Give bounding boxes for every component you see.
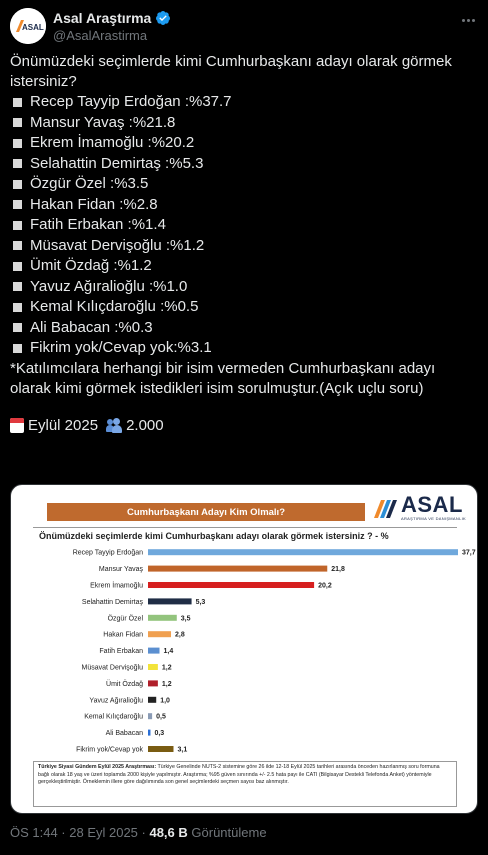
square-bullet-icon	[13, 282, 22, 291]
bar	[148, 697, 156, 703]
list-item-text: Recep Tayyip Erdoğan :%37.7	[30, 93, 232, 111]
square-bullet-icon	[13, 159, 22, 168]
bar-value-label: 1,4	[163, 648, 174, 656]
list-item	[10, 92, 480, 113]
bar-category-label: Özgür Özel	[107, 615, 143, 623]
bar-value-label: 1,2	[161, 680, 172, 688]
asal-logo	[371, 490, 466, 524]
list-item-text: Ümit Özdağ :%1.2	[30, 257, 152, 275]
bar-category-label: Recep Tayyip Erdoğan	[72, 549, 143, 557]
tweet-note: *Katılımcılara herhangi bir isim vermeden Cumhurbaşkanı adayı olarak kimi görmek istedikleri isim sorulmuştur.(Açık uçlu soru)	[10, 359, 436, 397]
bar-category-label: Yavuz Ağıralioğlu	[89, 697, 143, 705]
card-divider	[33, 527, 457, 528]
list-item-text: Ali Babacan :%0.3	[30, 318, 153, 336]
bar-value-label: 1,0	[160, 697, 170, 705]
display-name[interactable]: Asal Araştırma	[53, 10, 152, 26]
bar	[148, 549, 458, 555]
footnote-body: Türkiye Genelinde NUTS-2 sistemine göre 26 ilde 12-18 Eylül 2025 tarihleri arasında önceden hazırlanmış soru formuna bağlı olarak 18 yaş ve üzeri toplamda 2000 kişiyle yapılmıştır. Araştırma; %95 güven sınırında +/- 2.5 hata payı ile CATI (Bilgisayar Destekli Telefonda Anket) yöntemiyle gerçekleştirilmiştir. Örneklemin illere göre dağılımında son genel seçimlerdeki seçmen sayısı baz alınmıştır.	[38, 764, 440, 786]
list-item	[10, 277, 480, 298]
list-item	[10, 318, 480, 339]
list-item-text: Hakan Fidan :%2.8	[30, 195, 158, 213]
list-item-text: Ekrem İmamoğlu :%20.2	[30, 134, 195, 152]
bar-value-label: 3,5	[180, 615, 191, 623]
tweet-footer	[10, 825, 267, 840]
survey-date: Eylül 2025	[28, 416, 99, 434]
more-options-icon[interactable]	[458, 12, 478, 28]
calendar-icon	[10, 418, 24, 433]
asal-logo-mark-icon	[371, 492, 401, 522]
list-item	[10, 113, 480, 134]
bar-category-label: Mansur Yavaş	[98, 566, 143, 574]
asal-logo-subtitle: ARAŞTIRMA VE DANIŞMANLIK	[401, 516, 466, 521]
list-item-text: Yavuz Ağıralioğlu :%1.0	[30, 277, 188, 295]
survey-image-card[interactable]	[10, 484, 478, 814]
list-item-text: Fatih Erbakan :%1.4	[30, 216, 166, 234]
list-item	[10, 215, 480, 236]
bar	[148, 566, 327, 572]
methodology-footnote	[33, 761, 457, 807]
list-item	[10, 154, 480, 175]
bar	[148, 615, 177, 621]
bar-category-label: Ali Babacan	[105, 730, 143, 738]
list-item	[10, 174, 480, 195]
bar-category-label: Kemal Kılıçdaroğlu	[84, 713, 143, 721]
list-item	[10, 133, 480, 154]
card-title-bar: Cumhurbaşkanı Adayı Kim Olmalı?	[47, 503, 365, 521]
square-bullet-icon	[13, 241, 22, 250]
chart-title: Önümüzdeki seçimlerde kimi Cumhurbaşkanı adayı olarak görmek istersiniz ? - %	[39, 531, 389, 541]
bar-category-label: Ümit Özdağ	[106, 680, 143, 688]
list-item-text: Mansur Yavaş :%21.8	[30, 113, 176, 131]
bar-value-label: 2,8	[175, 631, 185, 639]
square-bullet-icon	[13, 303, 22, 312]
bar-category-label: Ekrem İmamoğlu	[90, 582, 143, 590]
tweet-question: Önümüzdeki seçimlerde kimi Cumhurbaşkanı adayı olarak görmek istersiniz?	[10, 53, 452, 90]
sample-size: 2.000	[126, 416, 164, 434]
bar-category-label: Selahattin Demirtaş	[81, 598, 143, 606]
bar	[148, 648, 160, 654]
bar-value-label: 3,1	[177, 746, 188, 754]
asal-logo-text: ASAL	[401, 492, 463, 517]
square-bullet-icon	[13, 344, 22, 353]
bar-category-label: Müsavat Dervişoğlu	[81, 664, 143, 672]
bar-value-label: 0,5	[156, 713, 166, 721]
list-item-text: Özgür Özel :%3.5	[30, 175, 149, 193]
list-item	[10, 297, 480, 318]
footnote-title: Türkiye Siyasi Gündem Eylül 2025 Araştırması:	[38, 764, 157, 770]
results-list	[10, 92, 480, 359]
bar	[148, 631, 171, 637]
bar-value-label: 37,7	[462, 549, 476, 557]
square-bullet-icon	[13, 139, 22, 148]
square-bullet-icon	[13, 262, 22, 271]
views-label: Görüntüleme	[187, 825, 267, 840]
avatar-logo-text: ASAL	[22, 23, 44, 32]
bar-category-label: Hakan Fidan	[103, 631, 143, 639]
survey-meta	[10, 416, 480, 436]
bar	[148, 713, 152, 719]
bar-value-label: 20,2	[318, 582, 332, 590]
bar	[148, 598, 192, 604]
square-bullet-icon	[13, 221, 22, 230]
user-handle[interactable]: @AsalArastirma	[53, 28, 148, 43]
bar-category-label: Fatih Erbakan	[99, 648, 143, 656]
list-item	[10, 195, 480, 216]
bar-category-label: Fikrim yok/Cevap yok	[76, 746, 143, 754]
bar-value-label: 1,2	[161, 664, 172, 672]
bar-chart	[11, 541, 477, 759]
bar	[148, 746, 173, 752]
bar	[148, 664, 158, 670]
bar-value-label: 21,8	[331, 566, 345, 574]
avatar[interactable]	[10, 8, 46, 44]
list-item-text: Müsavat Dervişoğlu :%1.2	[30, 236, 205, 254]
list-item	[10, 236, 480, 257]
list-item-text: Fikrim yok/Cevap yok:%3.1	[30, 339, 212, 357]
square-bullet-icon	[13, 180, 22, 189]
list-item-text: Kemal Kılıçdaroğlu :%0.5	[30, 298, 199, 316]
tweet-text	[10, 52, 480, 436]
tweet-header	[10, 8, 480, 48]
list-item	[10, 256, 480, 277]
people-icon	[106, 418, 122, 433]
list-item	[10, 338, 480, 359]
bar-value-label: 5,3	[195, 598, 206, 606]
square-bullet-icon	[13, 118, 22, 127]
verified-badge-icon	[155, 10, 171, 26]
bar-value-label: 0,3	[154, 730, 165, 738]
square-bullet-icon	[13, 323, 22, 332]
bar	[148, 730, 150, 736]
bar	[148, 582, 314, 588]
views-count: 48,6 B	[149, 825, 188, 840]
square-bullet-icon	[13, 200, 22, 209]
list-item-text: Selahattin Demirtaş :%5.3	[30, 154, 204, 172]
post-time[interactable]: ÖS 1:44 · 28 Eyl 2025 ·	[10, 825, 150, 840]
square-bullet-icon	[13, 98, 22, 107]
bar	[148, 680, 158, 686]
